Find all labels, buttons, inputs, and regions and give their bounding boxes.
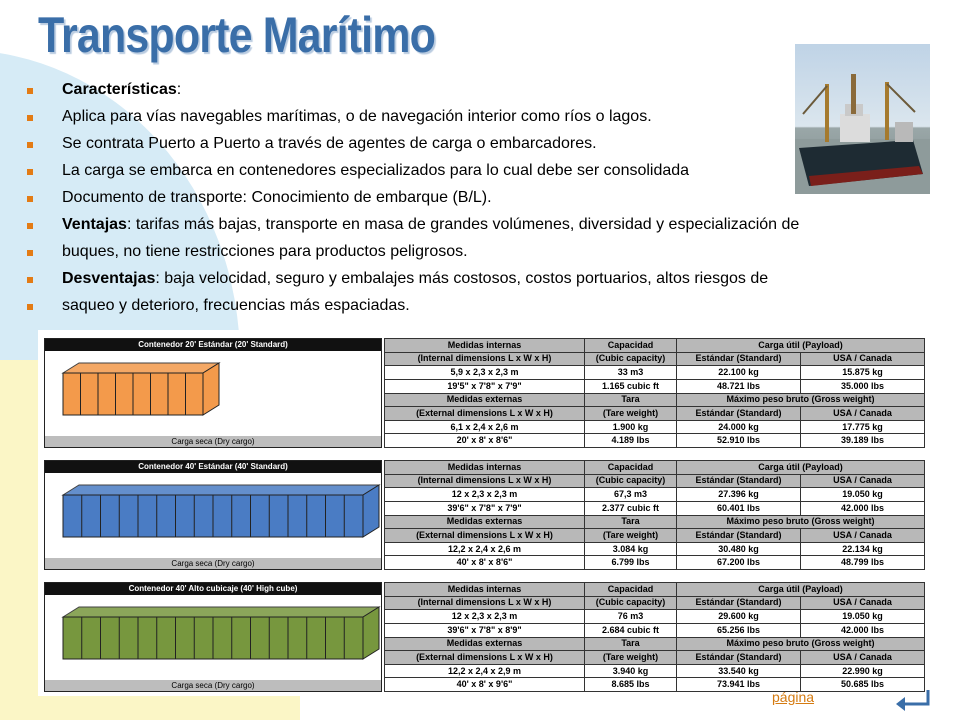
table-cell: Carga útil (Payload) <box>677 461 925 475</box>
bullet-square-icon <box>27 169 33 175</box>
table-cell: 22.134 kg <box>801 542 925 556</box>
bullet-square-icon <box>27 250 33 256</box>
container-block-40-high-cube <box>44 582 924 702</box>
container-spec-table <box>384 338 925 448</box>
table-cell: 60.401 lbs <box>677 501 801 515</box>
table-cell: Estándar (Standard) <box>677 529 801 543</box>
bullet-square-icon <box>27 115 33 121</box>
table-cell: Medidas internas <box>385 461 585 475</box>
table-row <box>385 339 925 353</box>
table-row <box>385 542 925 556</box>
table-cell: 40' x 8' x 9'6" <box>385 678 585 692</box>
table-cell: 1.165 cubic ft <box>585 379 677 393</box>
table-cell: Tara <box>585 515 677 529</box>
table-cell: 12 x 2,3 x 2,3 m <box>385 488 585 502</box>
table-cell: 19'5" x 7'8" x 7'9" <box>385 379 585 393</box>
table-cell: (Tare weight) <box>585 529 677 543</box>
container-spec-table <box>384 460 925 570</box>
container-caption: Carga seca (Dry cargo) <box>45 436 381 447</box>
table-cell: (External dimensions L x W x H) <box>385 529 585 543</box>
table-cell: (Cubic capacity) <box>585 596 677 610</box>
bullet-text: : <box>176 81 182 98</box>
container-image-panel <box>44 582 382 692</box>
table-row <box>385 393 925 407</box>
container-40-icon <box>45 473 381 559</box>
bullet-item <box>26 106 936 133</box>
table-cell: 2.684 cubic ft <box>585 623 677 637</box>
table-cell: 52.910 lbs <box>677 434 801 448</box>
table-row <box>385 664 925 678</box>
table-row <box>385 407 925 421</box>
table-cell: Máximo peso bruto (Gross weight) <box>677 515 925 529</box>
table-cell: Carga útil (Payload) <box>677 339 925 353</box>
table-cell: 33.540 kg <box>677 664 801 678</box>
page-title: Transporte Marítimo <box>38 7 436 63</box>
table-cell: Medidas internas <box>385 583 585 597</box>
table-cell: 24.000 kg <box>677 420 801 434</box>
container-block-20-standard <box>44 338 924 458</box>
table-row <box>385 515 925 529</box>
table-cell: 67,3 m3 <box>585 488 677 502</box>
container-caption: Carga seca (Dry cargo) <box>45 680 381 691</box>
container-image-panel <box>44 460 382 570</box>
table-cell: 1.900 kg <box>585 420 677 434</box>
container-name: Contenedor 20' Estándar (20' Standard) <box>45 339 381 351</box>
table-cell: USA / Canada <box>801 529 925 543</box>
table-cell: (Internal dimensions L x W x H) <box>385 596 585 610</box>
table-cell: 3.940 kg <box>585 664 677 678</box>
bullet-square-icon <box>27 88 33 94</box>
table-cell: Máximo peso bruto (Gross weight) <box>677 393 925 407</box>
table-cell: USA / Canada <box>801 352 925 366</box>
table-row <box>385 366 925 380</box>
container-spec-table <box>384 582 925 692</box>
table-cell: 39.189 lbs <box>801 434 925 448</box>
table-cell: 42.000 lbs <box>801 623 925 637</box>
table-row <box>385 461 925 475</box>
table-cell: 19.050 kg <box>801 610 925 624</box>
table-cell: 5,9 x 2,3 x 2,3 m <box>385 366 585 380</box>
table-row <box>385 420 925 434</box>
table-cell: Carga útil (Payload) <box>677 583 925 597</box>
table-row <box>385 596 925 610</box>
page-link[interactable]: página <box>772 689 815 705</box>
container-image-panel <box>44 338 382 448</box>
table-cell: Capacidad <box>585 583 677 597</box>
bullet-item <box>26 295 936 322</box>
return-arrow-icon[interactable] <box>892 686 932 716</box>
table-row <box>385 623 925 637</box>
table-cell: 42.000 lbs <box>801 501 925 515</box>
container-top-face <box>63 607 379 617</box>
table-cell: Estándar (Standard) <box>677 596 801 610</box>
table-row <box>385 637 925 651</box>
bullet-bold: Desventajas <box>62 270 156 287</box>
table-cell: Tara <box>585 637 677 651</box>
table-cell: Medidas externas <box>385 393 585 407</box>
bullet-item <box>26 133 936 160</box>
container-top-face <box>63 363 219 373</box>
table-cell: 67.200 lbs <box>677 556 801 570</box>
table-cell: 48.799 lbs <box>801 556 925 570</box>
table-cell: Medidas internas <box>385 339 585 353</box>
table-cell: (Cubic capacity) <box>585 352 677 366</box>
table-cell: 65.256 lbs <box>677 623 801 637</box>
container-40-high-cube-icon <box>45 595 381 681</box>
bullet-item <box>26 214 936 241</box>
table-cell: 2.377 cubic ft <box>585 501 677 515</box>
table-row <box>385 434 925 448</box>
table-cell: (Internal dimensions L x W x H) <box>385 352 585 366</box>
table-row <box>385 529 925 543</box>
table-cell: Estándar (Standard) <box>677 474 801 488</box>
bullet-text: Documento de transporte: Conocimiento de embarque (B/L). <box>62 189 492 206</box>
bullet-item <box>26 241 936 268</box>
bullet-square-icon <box>27 142 33 148</box>
bullet-square-icon <box>27 277 33 283</box>
container-caption: Carga seca (Dry cargo) <box>45 558 381 569</box>
table-cell: 50.685 lbs <box>801 678 925 692</box>
bullet-item <box>26 268 936 295</box>
container-name: Contenedor 40' Estándar (40' Standard) <box>45 461 381 473</box>
bullet-bold: Ventajas <box>62 216 127 233</box>
bullet-square-icon <box>27 304 33 310</box>
table-row <box>385 501 925 515</box>
bullet-text: buques, no tiene restricciones para productos peligrosos. <box>62 243 468 260</box>
bullet-list <box>26 79 936 322</box>
table-cell: Máximo peso bruto (Gross weight) <box>677 637 925 651</box>
bullet-text: La carga se embarca en contenedores especializados para lo cual debe ser consolidada <box>62 162 690 179</box>
table-cell: (External dimensions L x W x H) <box>385 651 585 665</box>
table-cell: 35.000 lbs <box>801 379 925 393</box>
table-cell: USA / Canada <box>801 596 925 610</box>
table-cell: Medidas externas <box>385 515 585 529</box>
table-cell: 33 m3 <box>585 366 677 380</box>
table-cell: 20' x 8' x 8'6" <box>385 434 585 448</box>
table-cell: Tara <box>585 393 677 407</box>
table-row <box>385 352 925 366</box>
table-cell: Medidas externas <box>385 637 585 651</box>
bullet-text: Se contrata Puerto a Puerto a través de agentes de carga o embarcadores. <box>62 135 597 152</box>
bullet-item <box>26 187 936 214</box>
table-cell: USA / Canada <box>801 474 925 488</box>
table-row <box>385 583 925 597</box>
table-cell: Estándar (Standard) <box>677 651 801 665</box>
table-cell: 12,2 x 2,4 x 2,9 m <box>385 664 585 678</box>
container-name: Contenedor 40' Alto cubicaje (40' High cube) <box>45 583 381 595</box>
table-cell: Capacidad <box>585 339 677 353</box>
table-cell: 8.685 lbs <box>585 678 677 692</box>
table-cell: 6.799 lbs <box>585 556 677 570</box>
table-cell: USA / Canada <box>801 651 925 665</box>
table-row <box>385 651 925 665</box>
table-cell: (Cubic capacity) <box>585 474 677 488</box>
table-cell: (Tare weight) <box>585 407 677 421</box>
table-cell: Capacidad <box>585 461 677 475</box>
table-cell: 73.941 lbs <box>677 678 801 692</box>
table-cell: 6,1 x 2,4 x 2,6 m <box>385 420 585 434</box>
container-20-icon <box>45 351 381 437</box>
table-cell: 29.600 kg <box>677 610 801 624</box>
table-cell: USA / Canada <box>801 407 925 421</box>
bullet-text: Aplica para vías navegables marítimas, o de navegación interior como ríos o lagos. <box>62 108 652 125</box>
table-cell: 15.875 kg <box>801 366 925 380</box>
container-spec-image <box>38 330 928 696</box>
table-row <box>385 610 925 624</box>
table-cell: (Internal dimensions L x W x H) <box>385 474 585 488</box>
table-cell: (External dimensions L x W x H) <box>385 407 585 421</box>
table-cell: 22.100 kg <box>677 366 801 380</box>
bullet-item <box>26 160 936 187</box>
bullet-text: saqueo y deterioro, frecuencias más espaciadas. <box>62 297 410 314</box>
table-cell: 30.480 kg <box>677 542 801 556</box>
bullet-text: : baja velocidad, seguro y embalajes más costosos, costos portuarios, altos riesgos de <box>155 270 769 287</box>
table-cell: 4.189 lbs <box>585 434 677 448</box>
table-cell: Estándar (Standard) <box>677 352 801 366</box>
table-row <box>385 474 925 488</box>
bullet-item <box>26 79 936 106</box>
table-cell: 40' x 8' x 8'6" <box>385 556 585 570</box>
bullet-text: : tarifas más bajas, transporte en masa de grandes volúmenes, diversidad y especialización de <box>126 216 800 233</box>
table-row <box>385 556 925 570</box>
table-cell: 22.990 kg <box>801 664 925 678</box>
table-cell: 39'6" x 7'8" x 8'9" <box>385 623 585 637</box>
table-cell: 17.775 kg <box>801 420 925 434</box>
table-cell: 12,2 x 2,4 x 2,6 m <box>385 542 585 556</box>
table-cell: 76 m3 <box>585 610 677 624</box>
bullet-square-icon <box>27 223 33 229</box>
table-cell: 48.721 lbs <box>677 379 801 393</box>
bullet-bold: Características <box>62 81 177 98</box>
table-cell: 19.050 kg <box>801 488 925 502</box>
table-row <box>385 678 925 692</box>
table-cell: 12 x 2,3 x 2,3 m <box>385 610 585 624</box>
table-cell: 27.396 kg <box>677 488 801 502</box>
table-cell: (Tare weight) <box>585 651 677 665</box>
table-cell: Estándar (Standard) <box>677 407 801 421</box>
container-top-face <box>63 485 379 495</box>
table-row <box>385 488 925 502</box>
table-cell: 3.084 kg <box>585 542 677 556</box>
container-block-40-standard <box>44 460 924 580</box>
table-row <box>385 379 925 393</box>
table-cell: 39'6" x 7'8" x 7'9" <box>385 501 585 515</box>
bullet-square-icon <box>27 196 33 202</box>
